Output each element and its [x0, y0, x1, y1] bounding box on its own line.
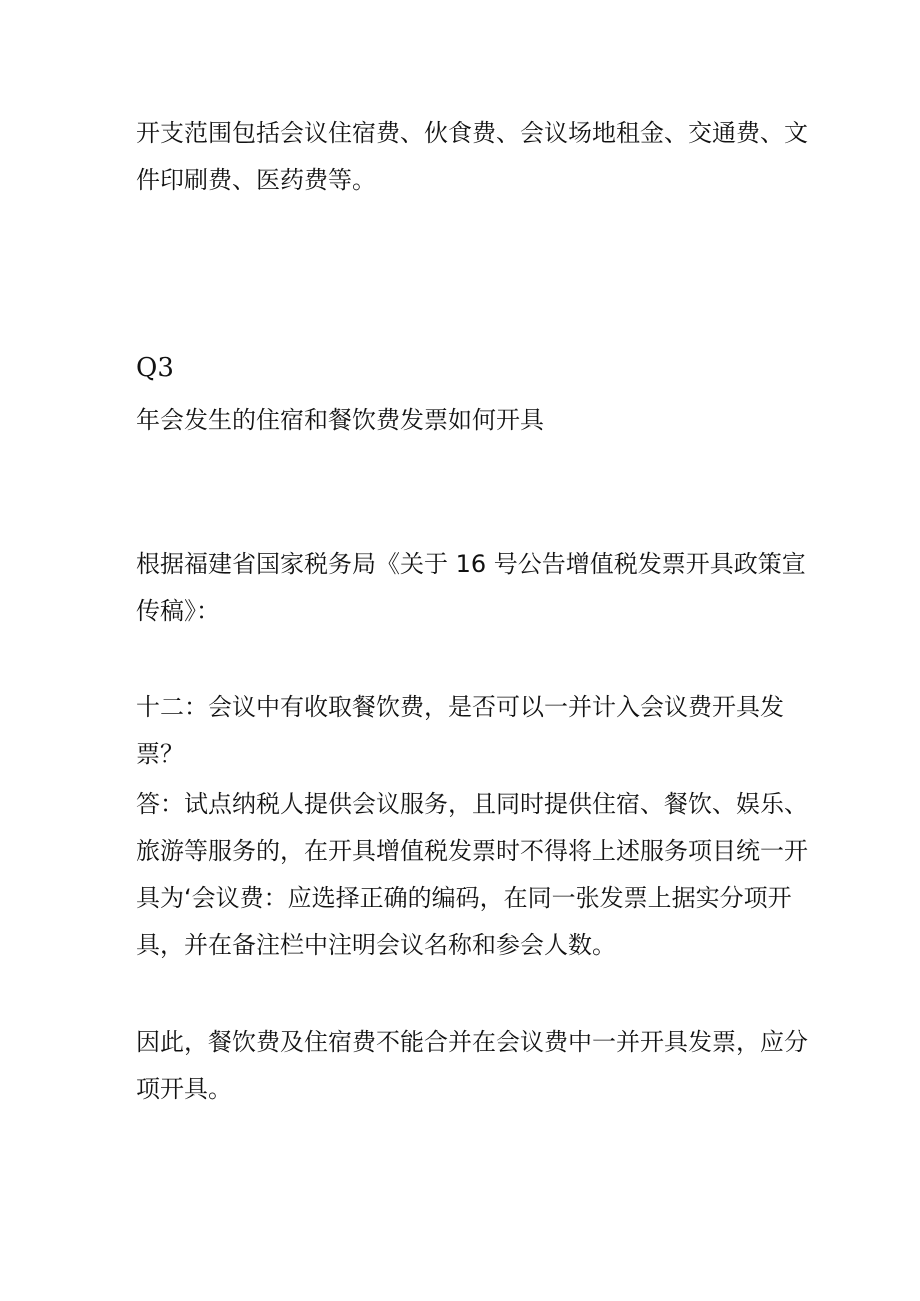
question-number: Q3 [136, 353, 174, 383]
answer-paragraph: 答：试点纳税人提供会议服务，且同时提供住宿、餐饮、娱乐、旅游等服务的，在开具增值税发票时不得将上述服务项目统一开具为‘会议费：应选择正确的编码，在同一张发票上据实分项开具，并在备注栏中注明会议名称和参会人数。 [136, 790, 808, 959]
question-title: 年会发生的住宿和餐饮费发票如何开具 [136, 406, 544, 434]
policy-source-paragraph: 根据福建省国家税务局《关于 16 号公告增值税发票开具政策宣传稿》： [136, 550, 806, 625]
item-twelve-question: 十二：会议中有收取餐饮费，是否可以一并计入会议费开具发票？ [136, 693, 784, 768]
expense-scope-paragraph: 开支范围包括会议住宿费、伙食费、会议场地租金、交通费、文件印刷费、医药费等。 [136, 119, 808, 194]
conclusion-paragraph: 因此，餐饮费及住宿费不能合并在会议费中一并开具发票，应分项开具。 [136, 1028, 808, 1103]
